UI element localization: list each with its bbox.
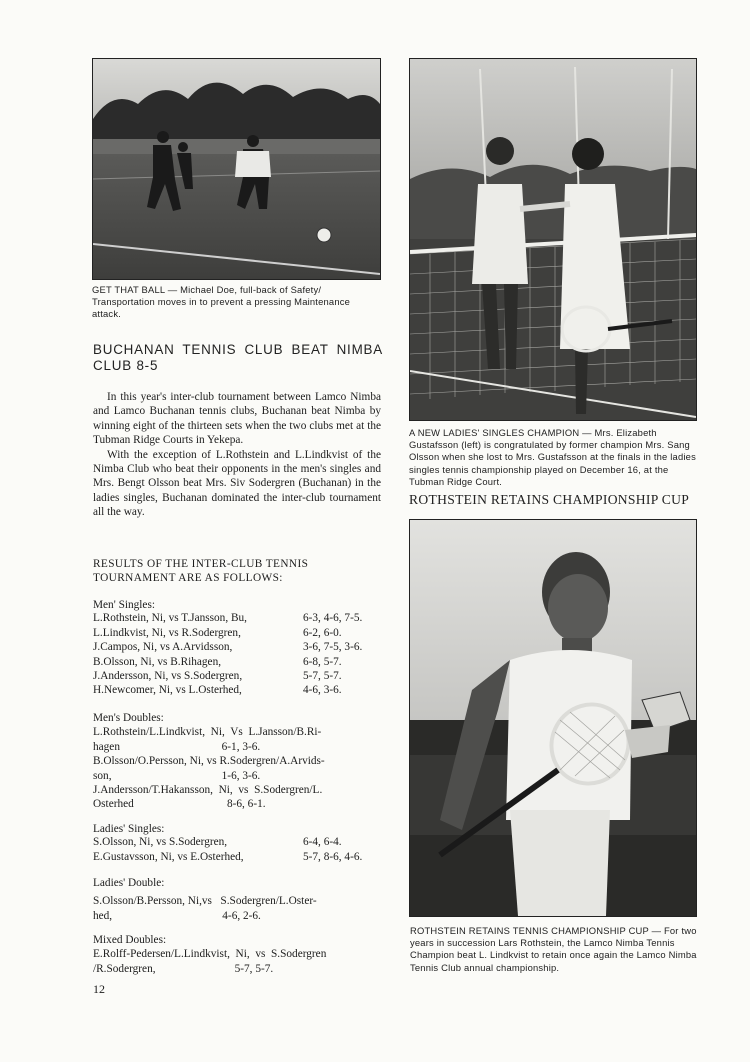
ladies-singles-section: [93, 822, 383, 865]
doubles-entry: B.Olsson/O.Persson, Ni, vs R.Sodergren/A.Arvids- son, 1-6, 3-6.: [93, 755, 325, 782]
result-row: [93, 836, 383, 850]
score: 4-6, 3-6.: [303, 684, 342, 697]
championship-headline: ROTHSTEIN RETAINS CHAMPIONSHIP CUP: [409, 492, 690, 507]
result-row: [93, 612, 383, 626]
article-paragraph-2: With the exception of L.Rothstein and L.Lindkvist of the Nimba Club who beat their opponents in the men's singles and Mrs. Bengt Olsson beat Mrs. Siv Sodergren (Buchanan) in the ladies singles, Buchanan dominated the inter-club tournament all the way.: [93, 448, 381, 519]
ladies-double-title: Ladies' Double:: [93, 877, 165, 889]
article-headline: BUCHANAN TENNIS CLUB BEAT NIMBA CLUB 8-5: [93, 342, 383, 373]
mixed-doubles-section: [93, 933, 385, 976]
mens-singles-title: Men' Singles:: [93, 599, 155, 611]
doubles-entry: S.Olsson/B.Persson, Ni,vs S.Sodergren/L.Oster- hed, 4-6, 2-6.: [93, 895, 317, 922]
ladies-tennis-photo-caption: A NEW LADIES' SINGLES CHAMPION — Mrs. Elizabeth Gustafsson (left) is congratulated by former champion Mrs. Sang Olsson when she lost to Mrs. Gustafsson at the finals in the ladies singles tennis championship played on December 16, at the Tubman Ridge Court.: [409, 427, 696, 487]
match: L.Rothstein, Ni, vs T.Jansson, Bu,: [93, 612, 247, 625]
football-scene: [93, 59, 380, 279]
ladies-tennis-photo: [409, 58, 697, 421]
score: 6-3, 4-6, 7-5.: [303, 612, 363, 625]
result-row: [93, 627, 383, 641]
mens-singles-section: [93, 598, 383, 699]
result-row: [93, 670, 383, 684]
result-row: [93, 656, 383, 670]
match: J.Andersson, Ni, vs S.Sodergren,: [93, 669, 243, 682]
match: E.Gustavsson, Ni, vs E.Osterhed,: [93, 850, 244, 863]
results-heading: RESULTS OF THE INTER-CLUB TENNIS TOURNAMENT ARE AS FOLLOWS:: [93, 558, 309, 585]
result-row: [93, 641, 383, 655]
rothstein-photo-caption: ROTHSTEIN RETAINS TENNIS CHAMPIONSHIP CUP — For two years in succession Lars Rothstein, the Lamco Nimba Tennis Champion beat L. Lindkvist to retain once again the Lamco Nimba Tennis Club annual championship.: [410, 925, 697, 973]
mens-doubles-section: [93, 711, 385, 812]
football-photo-caption: GET THAT BALL — Michael Doe, full-back of Safety/ Transportation moves in to prevent a pressing Maintenance attack.: [92, 284, 351, 320]
doubles-entry: L.Rothstein/L.Lindkvist, Ni, Vs L.Jansson/B.Ri- hagen 6-1, 3-6.: [93, 726, 322, 753]
match: J.Campos, Ni, vs A.Arvidsson,: [93, 641, 233, 654]
mixed-doubles-title: Mixed Doubles:: [93, 934, 167, 946]
score: 3-6, 7-5, 3-6.: [303, 641, 363, 654]
tennis-handshake-scene: [410, 59, 696, 420]
article-paragraph-1: In this year's inter-club tournament between Lamco Nimba and Lamco Buchanan tennis clubs, Buchanan beat Nimba by winning eight of the thirteen sets when the two clubs met at the Tubman Ridge Courts in Yekepa.: [93, 391, 381, 447]
doubles-entry: E.Rolff-Pedersen/L.Lindkvist, Ni, vs S.Sodergren /R.Sodergren, 5-7, 5-7.: [93, 948, 327, 975]
score: 5-7, 5-7.: [303, 669, 342, 682]
score: 6-4, 6-4.: [303, 836, 342, 849]
mens-doubles-title: Men's Doubles:: [93, 712, 164, 724]
score: 5-7, 8-6, 4-6.: [303, 850, 363, 863]
match: H.Newcomer, Ni, vs L.Osterhed,: [93, 684, 242, 697]
result-row: [93, 851, 383, 865]
rothstein-photo: [409, 519, 697, 917]
match: L.Lindkvist, Ni, vs R.Sodergren,: [93, 626, 241, 639]
ladies-double-section: [93, 876, 385, 923]
article-body: [93, 390, 381, 520]
doubles-entry: J.Andersson/T.Hakansson, Ni, vs S.Sodergren/L. Osterhed 8-6, 6-1.: [93, 784, 323, 811]
football-photo: [92, 58, 381, 280]
score: 6-8, 5-7.: [303, 655, 342, 668]
result-row: [93, 684, 383, 698]
ladies-singles-title: Ladies' Singles:: [93, 823, 165, 835]
score: 6-2, 6-0.: [303, 626, 342, 639]
page-number: 12: [93, 982, 105, 996]
match: B.Olsson, Ni, vs B.Rihagen,: [93, 655, 222, 668]
match: S.Olsson, Ni, vs S.Sodergren,: [93, 836, 228, 849]
rothstein-scene: [410, 520, 696, 916]
